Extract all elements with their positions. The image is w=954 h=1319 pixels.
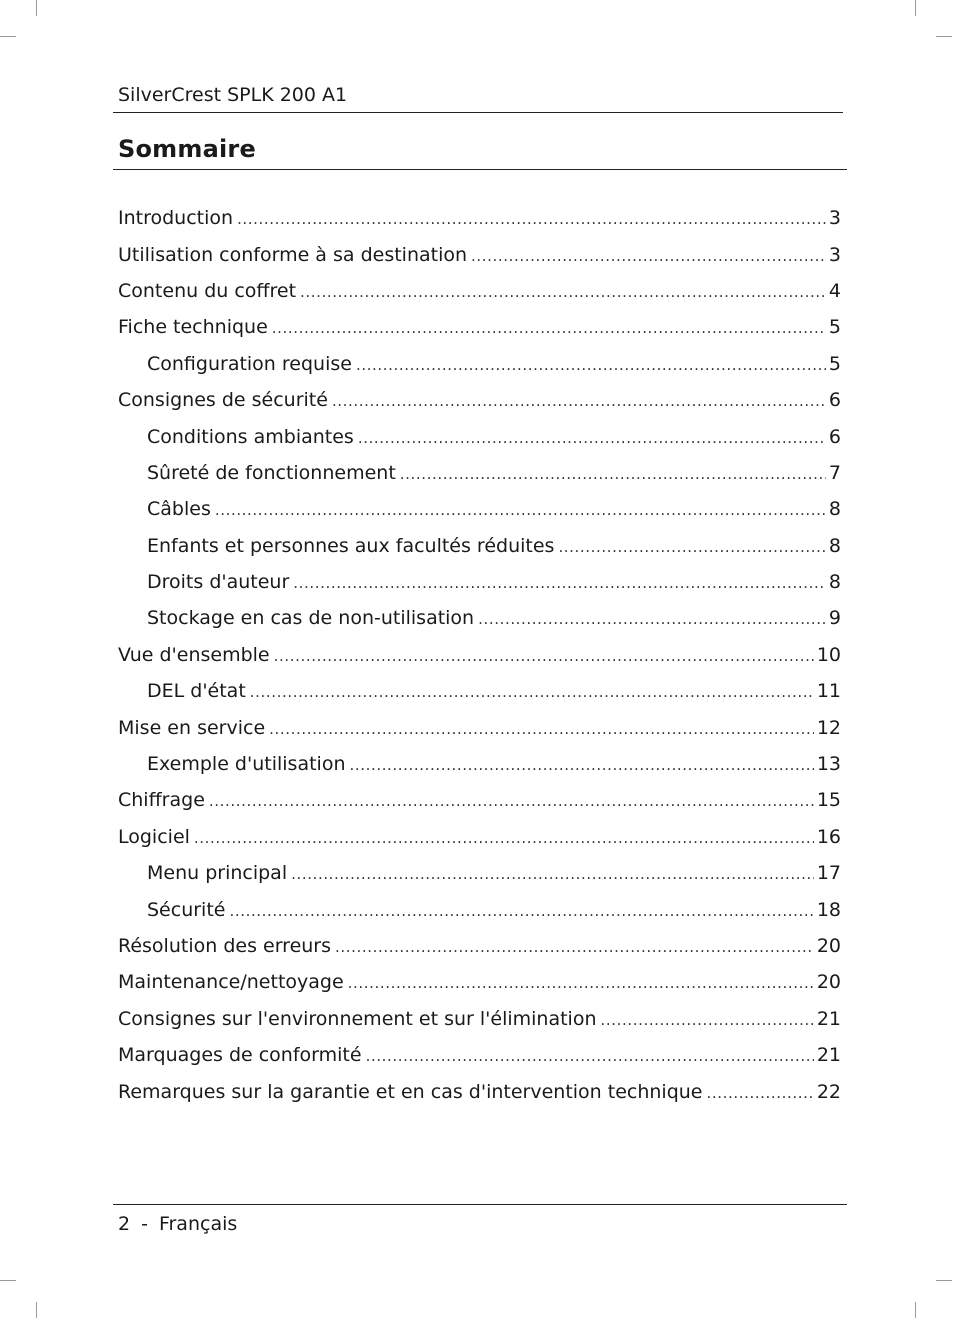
toc-dot-leader <box>478 607 826 631</box>
toc-dot-leader <box>300 280 826 304</box>
toc-entry[interactable] <box>118 1073 841 1109</box>
toc-entry-page: 21 <box>816 1007 841 1030</box>
section-title: Sommaire <box>118 135 256 163</box>
crop-mark-top-right-h <box>936 36 952 37</box>
toc-entry[interactable] <box>118 491 841 527</box>
toc-entry-label: Contenu du coffret <box>118 279 297 302</box>
toc-entry-label: Chiffrage <box>118 789 205 812</box>
toc-entry[interactable] <box>118 273 841 309</box>
toc-entry[interactable] <box>118 600 841 636</box>
toc-entry-page: 3 <box>828 207 841 230</box>
toc-dot-leader <box>471 244 826 268</box>
footer-separator: - <box>141 1213 148 1235</box>
toc-entry-label: Maintenance/nettoyage <box>118 971 344 994</box>
toc-entry[interactable] <box>118 382 841 418</box>
toc-dot-leader <box>332 389 826 413</box>
toc-dot-leader <box>272 316 826 340</box>
toc-entry-label: Sûreté de fonctionnement <box>147 461 396 484</box>
toc-entry-label: Exemple d'utilisation <box>147 753 346 776</box>
toc-entry[interactable] <box>118 855 841 891</box>
toc-entry[interactable] <box>118 200 841 236</box>
toc-entry-page: 12 <box>816 716 841 739</box>
toc-entry-page: 7 <box>828 461 841 484</box>
toc-entry-label: Menu principal <box>147 862 288 885</box>
toc-entry[interactable] <box>118 782 841 818</box>
toc-entry-page: 11 <box>816 680 841 703</box>
toc-dot-leader <box>558 535 825 559</box>
toc-dot-leader <box>707 1081 814 1105</box>
toc-dot-leader <box>293 571 826 595</box>
crop-mark-bottom-left <box>36 1302 37 1318</box>
toc-entry[interactable] <box>118 1001 841 1037</box>
toc-dot-leader <box>229 899 813 923</box>
toc-dot-leader <box>237 207 826 231</box>
header-rule <box>113 112 843 113</box>
toc-entry[interactable] <box>118 746 841 782</box>
toc-entry[interactable] <box>118 891 841 927</box>
toc-entry-label: Introduction <box>118 207 234 230</box>
toc-entry-page: 22 <box>816 1080 841 1103</box>
table-of-contents <box>118 200 841 1110</box>
toc-entry[interactable] <box>118 637 841 673</box>
toc-entry-page: 10 <box>816 643 841 666</box>
toc-dot-leader <box>209 789 814 813</box>
toc-dot-leader <box>349 753 813 777</box>
toc-entry-page: 6 <box>828 425 841 448</box>
toc-entry-label: Remarques sur la garantie et en cas d'intervention technique <box>118 1080 703 1103</box>
toc-entry-page: 13 <box>816 753 841 776</box>
toc-dot-leader <box>250 680 814 704</box>
toc-entry-label: Logiciel <box>118 825 190 848</box>
toc-entry-label: Consignes sur l'environnement et sur l'élimination <box>118 1007 597 1030</box>
toc-entry-page: 9 <box>828 607 841 630</box>
toc-dot-leader <box>348 971 814 995</box>
crop-mark-bottom-left-h <box>0 1280 16 1281</box>
toc-entry-label: Mise en service <box>118 716 266 739</box>
toc-entry-page: 21 <box>816 1044 841 1067</box>
toc-entry-page: 17 <box>816 862 841 885</box>
toc-entry[interactable] <box>118 819 841 855</box>
toc-dot-leader <box>335 935 814 959</box>
toc-entry-label: Sécurité <box>147 898 226 921</box>
toc-entry-page: 18 <box>816 898 841 921</box>
toc-entry-label: Fiche technique <box>118 316 268 339</box>
toc-dot-leader <box>366 1044 814 1068</box>
toc-entry-page: 8 <box>828 498 841 521</box>
toc-entry-label: DEL d'état <box>147 680 246 703</box>
toc-entry-label: Droits d'auteur <box>147 571 290 594</box>
toc-entry[interactable] <box>118 346 841 382</box>
toc-entry-label: Conditions ambiantes <box>147 425 354 448</box>
toc-entry-page: 15 <box>816 789 841 812</box>
toc-entry-page: 5 <box>828 352 841 375</box>
toc-entry-label: Câbles <box>147 498 211 521</box>
toc-entry[interactable] <box>118 673 841 709</box>
toc-entry-label: Consignes de sécurité <box>118 389 328 412</box>
footer-language: Français <box>158 1213 238 1235</box>
toc-entry[interactable] <box>118 964 841 1000</box>
crop-mark-top-left <box>36 0 37 16</box>
toc-entry[interactable] <box>118 418 841 454</box>
toc-entry[interactable] <box>118 1037 841 1073</box>
toc-entry-label: Configuration requise <box>147 352 352 375</box>
toc-entry[interactable] <box>118 455 841 491</box>
toc-entry-page: 3 <box>828 243 841 266</box>
section-title-rule <box>113 169 847 170</box>
crop-mark-top-left-h <box>0 36 16 37</box>
toc-entry-page: 20 <box>816 935 841 957</box>
toc-dot-leader <box>601 1008 814 1032</box>
toc-entry-page: 8 <box>828 534 841 557</box>
toc-entry-page: 5 <box>828 316 841 339</box>
toc-entry-label: Utilisation conforme à sa destination <box>118 243 468 266</box>
toc-dot-leader <box>269 717 814 741</box>
toc-entry[interactable] <box>118 709 841 745</box>
toc-entry-label: Vue d'ensemble <box>118 643 270 666</box>
toc-entry-page: 16 <box>816 825 841 848</box>
toc-entry[interactable] <box>118 928 841 964</box>
toc-entry[interactable] <box>118 564 841 600</box>
crop-mark-top-right <box>915 0 916 16</box>
toc-dot-leader <box>274 644 814 668</box>
toc-entry-page: 4 <box>828 279 841 302</box>
toc-entry-label: Stockage en cas de non-utilisation <box>147 607 475 630</box>
toc-entry-label: Résolution des erreurs <box>118 935 332 957</box>
toc-entry-page: 8 <box>828 571 841 594</box>
toc-dot-leader <box>358 426 826 450</box>
toc-entry[interactable] <box>118 528 841 564</box>
toc-dot-leader <box>291 862 814 886</box>
toc-entry-label: Marquages de conformité <box>118 1044 362 1067</box>
crop-mark-bottom-right-h <box>936 1280 952 1281</box>
toc-entry-page: 6 <box>828 389 841 412</box>
footer-rule <box>113 1204 847 1205</box>
toc-entry-page: 20 <box>816 971 841 994</box>
page-number: 2 <box>118 1213 131 1235</box>
crop-mark-bottom-right <box>915 1302 916 1318</box>
page-footer <box>118 1212 237 1236</box>
toc-dot-leader <box>400 462 826 486</box>
running-header-title: SilverCrest SPLK 200 A1 <box>118 84 348 106</box>
toc-entry[interactable] <box>118 236 841 272</box>
toc-entry-label: Enfants et personnes aux facultés réduites <box>147 534 555 557</box>
toc-entry[interactable] <box>118 309 841 345</box>
toc-dot-leader <box>215 498 826 522</box>
toc-dot-leader <box>356 353 826 377</box>
toc-dot-leader <box>194 826 814 850</box>
